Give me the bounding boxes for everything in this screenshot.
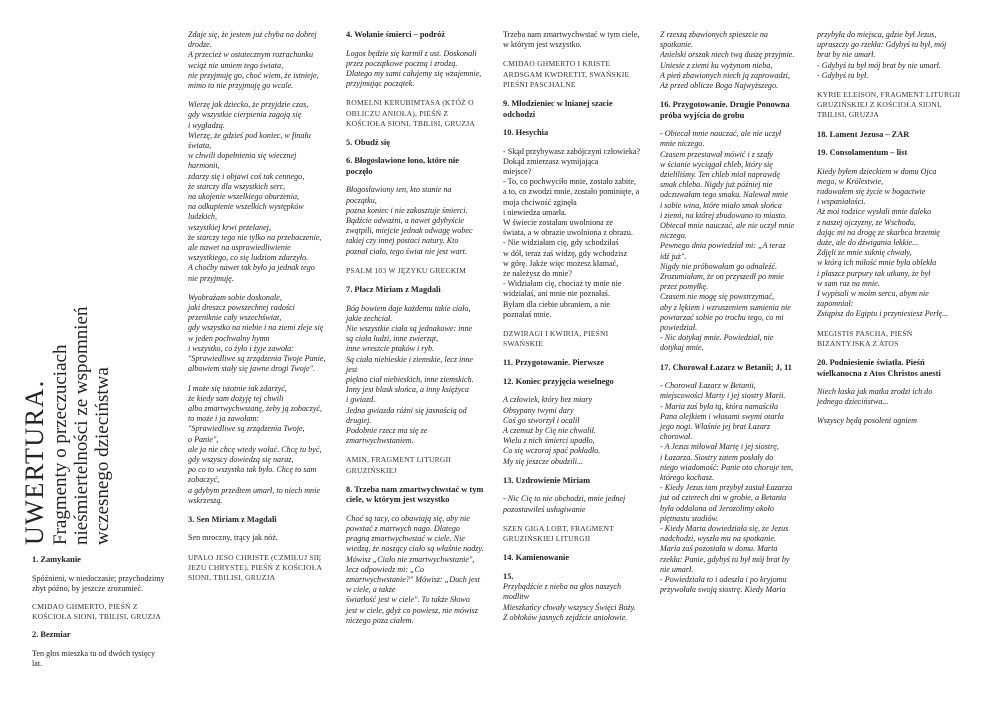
section-heading: 11. Przygotowanie. Pierwsze bbox=[503, 358, 604, 368]
source-note: KYRIE ELEISON, FRAGMENT LITURGII GRUZIŃSKIEJ Z KOŚCIOŁA SIONI, TBILISI, GRUZJA bbox=[817, 90, 961, 120]
section-heading: 6. Błogosławione łono, które nie poczęło bbox=[346, 156, 459, 176]
section-heading: 9. Młodzieniec w lnianej szacie odchodzi bbox=[503, 99, 613, 119]
title-block bbox=[20, 185, 130, 545]
section-text: Błogosławiony ten, kto stanie na początku, pozna koniec i nie zakosztuje śmierci. Bądźcie odważni, a nawet gdybyście zwątpili, miejcie jednak odwagę wobec takiej czy innej postaci natury. Kto poznał ciało, tego świat nie jest wart. bbox=[346, 185, 473, 256]
section-text: Przybądźcie z nieba na głos naszych modlitw Mieszkańcy chwały wszyscy Święci Boży. Z obłoków jasnych zejdźcie aniołowie. bbox=[503, 582, 636, 622]
source-note: PSALM 103 W JĘZYKU GRECKIM bbox=[346, 265, 467, 275]
section-text: Spóźnieni, w niedoczasie; przychodzimy zbyt późno, by jeszcze zrozumieć. bbox=[32, 573, 165, 593]
page-subtitle: Fragmenty o przeczuciach nieśmiertelności ze wspomnień wczesnego dzieciństwa bbox=[50, 306, 113, 545]
section-text: Z rzeszą zbawionych spieszcie na spotkanie. Anielski orszak niech twą duszę przyjmie. Uniesie z ziemi ku wyżynom nieba, A pień zbawionych niech ją zaprowadzi, Aż przed oblicze Boga Najwyższego. bbox=[660, 30, 795, 91]
source-note: ROMELNI KERUBIMTASA (KTÓŻ O OBLICZU ANIOŁA), PIEŚŃ Z KOŚCIOŁA SIONI, TBILISI, GRUZJA bbox=[346, 98, 476, 128]
section-heading: 10. Hesychia bbox=[503, 128, 549, 138]
section-text: Sen mroczny, trący jak nóż. bbox=[188, 533, 278, 543]
section-text: - Skąd przybywasz zabójczyni człowieka? Dokąd zmierzasz wymijająca miejsce? - To, co pochwyciło mnie, zostało zabite, a to, co zwodzi mnie, zostało pominięte, a moja chciwość zginęła i niewiedza umarła. W świecie zostałam uwolniona ze świata, a w obrazie uwolniona z obrazu. - Nie widziałam cię, gdy schodziłaś w dół, teraz zaś widzę, gdy wchodzisz w górę. Jakże więc możesz kłamać, że należysz do mnie? - Widziałam cię, chociaż ty mnie nie widziałaś, ani mnie nie poznałaś. Byłam dla ciebie ubraniem, a nie poznałaś mnie. bbox=[503, 146, 641, 319]
source-note: MEGISTIS PASCHA, PIEŚŃ BIZANTYJSKA Z ATOS bbox=[817, 328, 913, 348]
source-note: AMIN, FRAGMENT LITURGII GRUZIŃSKIEJ bbox=[346, 455, 452, 475]
section-heading: 18. Lament Jezusa – ZAR bbox=[817, 129, 910, 139]
section-heading: 5. Obudź się bbox=[346, 137, 390, 147]
section-text: Wszyscy będą posoleni ogniem bbox=[817, 416, 918, 426]
section-heading: 12. Koniec przyjęcia weselnego bbox=[503, 376, 614, 386]
section-heading: 7. Płacz Miriam z Magdali bbox=[346, 285, 441, 295]
section-heading: 20. Podniesienie światła. Pieśń wielkanocna z Atos Christos anesti bbox=[817, 358, 941, 378]
section-text: Ten głos mieszka tu od dwóch tysięcy lat. bbox=[32, 648, 156, 669]
poem-paragraph: Wyobraźam sobie doskonale, jaki dreszcz powszechnej radości przeniknie cały wszechświat, gdy wszystko na niebie i na ziemi zleje się w jeden pochwalny hymn i wszystko, co żyło i żyje zawoła: "Sprawiedliwe są zrządzenia Twoje Panie, albowiem stały się jawne drogi Twoje". bbox=[188, 292, 326, 374]
section-heading: 2. Bezmiar bbox=[32, 630, 71, 640]
source-note: DZWIRAGI I KWIRIA, PIEŚNI SWAŃSKIE bbox=[503, 328, 609, 349]
column-5 bbox=[660, 30, 800, 604]
column-4 bbox=[503, 30, 643, 632]
column-2 bbox=[188, 30, 326, 592]
page-title: UWERTURA. bbox=[20, 379, 49, 545]
poem-paragraph: Wierzę jak dziecko, że przyjdzie czas, gdy wszystkie cierpienia zagoją się i wygładzą. Wierzę, że gdzieś pod koniec, w finału świata, w chwili dopełnienia się wiecznej harmonii, zdarzy się i objawi coś tak cennego, że starczy dla wszystkich serc, na ukojenie wszelkiego oburzenia, na odkupienie wszelkich występków ludzkich, wszystkiej krwi przelanej, że starczy tego nie tylko na przebaczenie, ale nawet na usprawiedliwienie wszystkiego, co się ludziom zdarzyło. A choćby nawet tak było ja jednak tego nie przyjmuję. bbox=[188, 100, 322, 283]
section-text: A człowiek, który bez miary Obsypany twymi dary Coś go stworzył i ocalił A czemuż by Cię nie chwalił. Wielu z nich śmierci upadło, Co się wczoraj spać pokładło. My się jeszcze obudzili... bbox=[503, 395, 601, 466]
section-heading: 16. Przygotowanie. Drugie Ponowna próba wyjścia do grobu bbox=[660, 100, 790, 120]
poem-paragraph: Zdaje się, że jestem już chyba na dobrej drodze. A przecież w ostatecznym rozrachunku wciąż nie umiem tego świata, nie przyjmuję go, choć wiem, że istnieje, mimo to nie przyjmuję go wcale. bbox=[188, 30, 319, 91]
source-note: CMIDAO GHMERTO I KRISTE ARDSGAM KWDRETIT, SWAŃSKIE PIEŚNI PASCHALNE bbox=[503, 59, 630, 89]
source-note: SZEN GIGA LOBT, FRAGMENT GRUZIŃSKIEJ LITURGII bbox=[503, 523, 614, 543]
section-heading: 3. Sen Miriam z Magdali bbox=[188, 514, 277, 524]
source-note: UPALO JESO CHRISTE (CZMIŁUJ SIĘ JEZU CHRYSTE), PIEŚŃ Z KOŚCIOŁA SIONI, TBILISI, GRUZJA bbox=[188, 552, 322, 583]
section-heading: 4. Wołanie śmierci – podróż bbox=[346, 30, 446, 39]
section-heading: 13. Uzdrowienie Miriam bbox=[503, 475, 591, 485]
section-heading: 8. Trzeba nam zmartwychwstać w tym ciele, w którym jest wszystko bbox=[346, 484, 484, 505]
column-1 bbox=[32, 555, 167, 677]
section-text: Logos będzie się karmił z ust. Doskonali przez początkowe poczną i zrodzą. Dlatego my sami całujemy się wzajemnie, przyjmując początek. bbox=[346, 48, 482, 89]
section-text: przybyła do miejsca, gdzie był Jezus, upraszczy go rzekła: Gdybyś tu był, mój brat by nie umarł. - Gdybyś tu był mój brat by nie umarł. - Gdybyś tu był. bbox=[817, 30, 947, 80]
section-heading: 15. bbox=[503, 571, 514, 581]
column-6 bbox=[817, 30, 967, 436]
section-text: - Obiecał mnie nauczać, ale nie uczył mnie niczego. Czasem przestawał mówić i z szafy w ścianie wyciągał chleb, który się dzieliliśmy. Ten chleb miał naprawdę smak chleba. Nigdy już później nie odczuwałam tego smaku. Nalewał mnie i sobie wina, które miało smak słońca i ziemi, na której zbudowano to miasto. Obiecał mnie nauczać, ale nie uczył mnie niczego. Pewnego dnia powiedział mi: „A teraz idź już". Nigdy nie próbowałam go odnaleźć. Zrozumiałam, że on przyszedł po mnie przez pomyłkę. Czasem nie mogę się powstrzymać, aby z lękiem i wzruszeniem sumienia nie powtarzać sobie po trochu tego, co mi powiedział. - Nic dotykaj mnie. Powiedział, nie dotykaj mnie. bbox=[660, 129, 795, 353]
section-text: Kiedy byłem dzieckiem w domu Ojca mego, w Królestwie, radowałem się życie w bogactwie i wspaniałości. Aż moi rodzice wysłali mnie daleko z naszej ojczyzny, ze Wschodu, dając mi na drogę ze skarbca brzemię duże, ale do dźwigania lekkie... Zdjęli ze mnie suknię chwały, w którą ich miłość mnie była oblekła i płaszcz purpury tak utkany, że był w sam raz na mnie. I wypisali w moim sercu, abym nie zapomniał: Zstąpisz do Egiptu i przyniesiesz Perłę... bbox=[817, 166, 949, 319]
section-text: Bóg bowiem daje każdemu takie ciało, jakie zechciał. Nie wszystkie ciała są jednakowe: inne są ciała ludzi, inne zwierząt, inne wreszcie ptaków i ryb. Są ciała niebieskie i ziemskie, lecz inne jest piękno ciał niebieskich, inne ziemskich. Inny jest blask słońca, a inny księżyca i gwiazd. Jedna gwiazda różni się jasnością od drugiej. Podobnie rzecz ma się ze zmartwychwstaniem. bbox=[346, 303, 474, 446]
section-heading: 19. Consolamentum – list bbox=[817, 148, 908, 158]
section-text: - Chorował Łazarz w Betanii, miejscowości Marty i jej siostry Marii. - Maria zaś była tą, która namaściła Pana olejkiem i włosami swymi otarła jego nogi. Właśnie jej brat Łazarz chorował. - A Jezus miłował Martę i jej siostrę, i Łazarza. Siostry zatem posłały do niego wiadomość: Panie oto choruje ten, którego kochasz. - Kiedy Jezus tam przybył zastał Łazarza już od czterech dni w grobie, a Betania była oddalona od Jerozolimy około piętnastu stadiów. - Kiedy Marta dowiedziała się, że Jezus nadchodzi, wyszła mu na spotkanie. Maria zaś pozostała w domu. Marta rzekła: Panie, gdybyś tu był mój brat by nie umarł. - Powiedziała to i odeszła i po kryjomu przywołała swoją siostrę. Kiedy Maria bbox=[660, 381, 794, 595]
section-text: Trzeba nam zmartwychwstać w tym ciele, w którym jest wszystko. bbox=[503, 30, 640, 50]
section-heading: 1. Zamykanie bbox=[32, 555, 81, 564]
section-heading: 17. Chorował Łazarz w Betanii; J, 11 bbox=[660, 362, 792, 372]
poem-paragraph: I może się istotnie tak zdarzyć, że kiedy sam dożyję tej chwili albo zmartwychwstanę, żeby ją zobaczyć, to może i ja zawołam: "Sprawiedliwe są zrządzenia Twoje, o Panie", ale ja nie chcę wtedy wołać. Chcę tu być, gdy wszyscy dowiedzą się naraz, po co to wszystko tak było. Chcę to sam zobaczyć, a gdybym przedtem umarł, to niech mnie wskrzeszą. bbox=[188, 383, 322, 505]
column-3 bbox=[346, 30, 484, 635]
source-note: CMIDAO GHMERTO, PIEŚŃ Z KOŚCIOŁA SIONI, TBILISI, GRUZJA bbox=[32, 601, 162, 622]
section-text: Choć są tacy, co obawiają się, aby nie powstać z martwych nago. Dlatego pragną zmartwychwstać w ciele. Nie wiedzą, że noszący ciało są właśnie nadzy. Mówisz „Ciało nie zmartwychwstanie", lecz odpowiedz mi: „Co zmartwychwstanie?" Mówisz: „Duch jest w ciele, a także światłość jest w ciele". To także Słowo jest w ciele, gdyż co powiesz, nie mówisz niczego poza ciałem. bbox=[346, 513, 484, 625]
section-text: Niech łaska jak matka zrodzi ich do jednego dzieciństwa... bbox=[817, 387, 933, 407]
section-text: - Nic Cię to nie obchodzi, mnie jednej pozostawiłeś usługiwanie bbox=[503, 494, 626, 514]
section-heading: 14. Kamienowanie bbox=[503, 553, 570, 563]
